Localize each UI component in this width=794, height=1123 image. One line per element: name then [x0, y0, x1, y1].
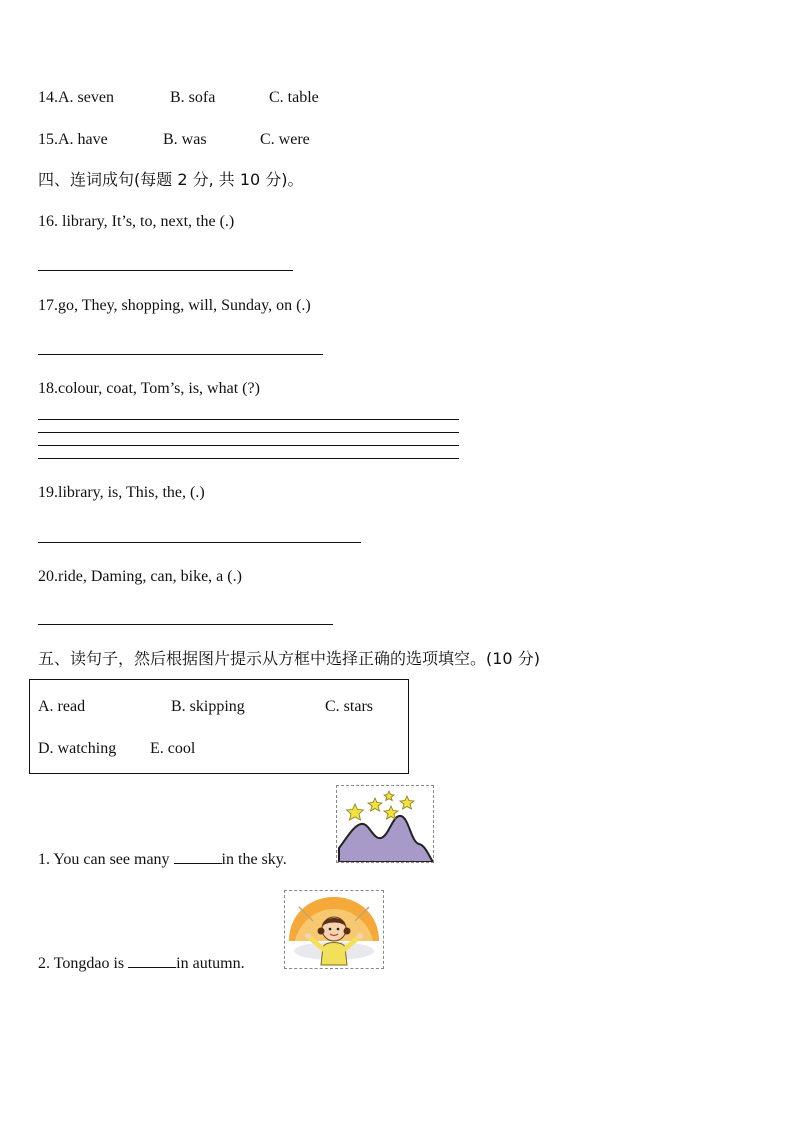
- q15-number: 15.: [38, 131, 58, 148]
- option-a: A. read: [38, 698, 86, 715]
- sentence-1-blank[interactable]: [174, 849, 222, 864]
- sentence-1-start: 1. You can see many: [38, 851, 174, 868]
- q17-answer-line[interactable]: [38, 354, 323, 355]
- sentence-2-start: 2. Tongdao is: [38, 955, 129, 972]
- option-d: D. watching: [38, 740, 117, 757]
- sentence-1-end: in the sky.: [221, 851, 287, 868]
- sentence-2: [38, 953, 245, 974]
- q16-prompt: 16. library, It’s, to, next, the (.): [38, 213, 235, 230]
- q15-option-c: C. were: [260, 131, 310, 148]
- options-box: [29, 679, 409, 774]
- q17-prompt: 17.go, They, shopping, will, Sunday, on (.): [38, 297, 311, 314]
- option-c: C. stars: [325, 698, 373, 715]
- q14-option-b: B. sofa: [170, 89, 216, 106]
- cool-autumn-picture: [284, 890, 384, 969]
- girl-autumn-illustration: [285, 891, 383, 968]
- q19-prompt: 19.library, is, This, the, (.): [38, 484, 205, 501]
- q15-option-a: A. have: [58, 131, 108, 148]
- sentence-1: [38, 849, 287, 870]
- q14-option-a: A. seven: [58, 89, 114, 106]
- q19-answer-line[interactable]: [38, 542, 361, 543]
- q14-option-c: C. table: [269, 89, 319, 106]
- q15-option-b: B. was: [163, 131, 207, 148]
- stars-mountain-illustration: [337, 786, 433, 862]
- sentence-2-end: in autumn.: [176, 955, 245, 972]
- q18-prompt: 18.colour, coat, Tom’s, is, what (?): [38, 380, 260, 397]
- q14-number: 14.: [38, 89, 58, 106]
- section-5-heading: 五、读句子，然后根据图片提示从方框中选择正确的选项填空。(10 分): [38, 649, 540, 668]
- option-e: E. cool: [150, 740, 196, 757]
- section-4-heading: 四、连词成句(每题 2 分, 共 10 分)。: [38, 170, 304, 189]
- option-b: B. skipping: [171, 698, 245, 715]
- q18-answer-line-1[interactable]: [38, 419, 459, 420]
- q18-answer-line-3[interactable]: [38, 445, 459, 446]
- q20-answer-line[interactable]: [38, 624, 333, 625]
- q18-answer-line-2[interactable]: [38, 432, 459, 433]
- q18-answer-line-4[interactable]: [38, 458, 459, 459]
- sentence-2-blank[interactable]: [128, 953, 176, 968]
- q16-answer-line[interactable]: [38, 270, 293, 271]
- q15-row: [38, 130, 108, 150]
- q20-prompt: 20.ride, Daming, can, bike, a (.): [38, 568, 242, 585]
- stars-mountain-picture: [336, 785, 434, 863]
- q14-row: [38, 88, 114, 108]
